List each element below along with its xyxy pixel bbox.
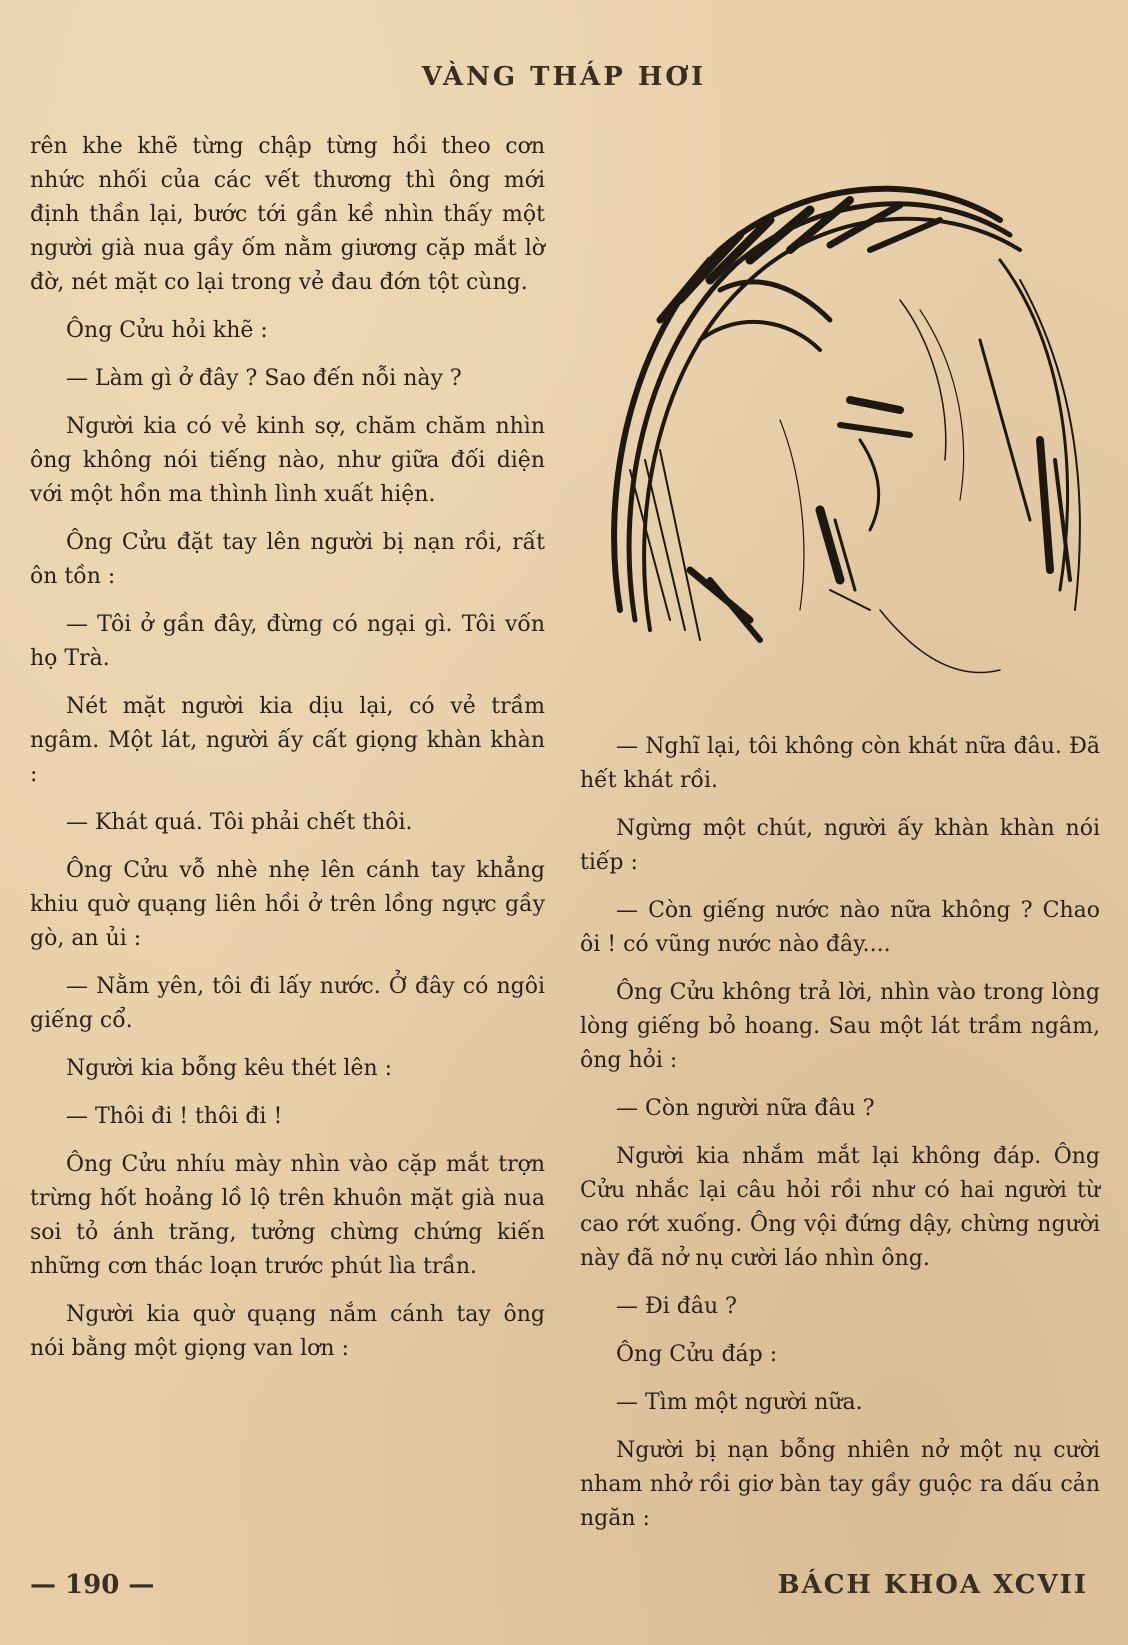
paragraph: — Nằm yên, tôi đi lấy nước. Ở đây có ngôi giếng cổ. [30, 974, 545, 1033]
paragraph: Ông Cửu đặt tay lên người bị nạn rồi, rất ôn tồn : [30, 530, 545, 589]
paragraph: — Tìm một người nữa. [616, 1390, 863, 1415]
illustration-face-sketch [600, 140, 1100, 710]
paragraph: — Tôi ở gần đây, đừng có ngại gì. Tôi vốn họ Trà. [30, 612, 545, 671]
page-number: — 190 — [30, 1570, 155, 1600]
paragraph: Người bị nạn bỗng nhiên nở một nụ cười nham nhở rồi giơ bàn tay gầy guộc ra dấu cản ngăn : [580, 1438, 1100, 1531]
paragraph: Người kia nhắm mắt lại không đáp. Ông Cửu nhắc lại câu hỏi rồi như có hai người từ cao rớt xuống. Ông vội đứng dậy, chừng người này đã nở nụ cười láo nhìn ông. [580, 1144, 1100, 1271]
paragraph: rên khe khẽ từng chập từng hồi theo cơn nhức nhối của các vết thương thì ông mới định thần lại, bước tới gần kề nhìn thấy một người già nua gầy ốm nằm giương cặp mắt lờ đờ, nét mặt co lại trong vẻ đau đớn tột cùng. [30, 134, 545, 295]
paragraph: Nét mặt người kia dịu lại, có vẻ trầm ngâm. Một lát, người ấy cất giọng khàn khàn : [30, 694, 545, 787]
paragraph: — Thôi đi ! thôi đi ! [66, 1104, 283, 1129]
paragraph: — Đi đâu ? [616, 1294, 737, 1319]
paragraph: Người kia bỗng kêu thét lên : [66, 1056, 393, 1081]
paragraph: Ông Cửu vỗ nhè nhẹ lên cánh tay khẳng khiu quờ quạng liên hồi ở trên lồng ngực gầy gò, an ủi : [30, 858, 545, 951]
paragraph: — Nghĩ lại, tôi không còn khát nữa đâu. Đã hết khát rồi. [580, 734, 1100, 793]
left-column [30, 130, 545, 1380]
paragraph: — Làm gì ở đây ? Sao đến nỗi này ? [66, 366, 462, 391]
magazine-name: BÁCH KHOA XCVII [777, 1570, 1088, 1600]
paragraph: — Còn giếng nước nào nữa không ? Chao ôi ! có vũng nước nào đây.... [580, 898, 1100, 957]
paragraph: — Còn người nữa đâu ? [616, 1096, 875, 1121]
paragraph: — Khát quá. Tôi phải chết thôi. [66, 810, 413, 835]
paragraph: Ông Cửu hỏi khẽ : [66, 318, 268, 343]
paragraph: Ông Cửu đáp : [616, 1342, 778, 1367]
paragraph: Ngừng một chút, người ấy khàn khàn nói tiếp : [580, 816, 1100, 875]
right-column [580, 730, 1100, 1550]
paragraph: Người kia có vẻ kinh sợ, chăm chăm nhìn ông không nói tiếng nào, như giữa đối diện với một hồn ma thình lình xuất hiện. [30, 414, 545, 507]
running-title: VÀNG THÁP HƠI [421, 62, 707, 92]
paragraph: Người kia quờ quạng nắm cánh tay ông nói bằng một giọng van lơn : [30, 1302, 545, 1361]
paragraph: Ông Cửu nhíu mày nhìn vào cặp mắt trợn trừng hốt hoảng lồ lộ trên khuôn mặt già nua soi tỏ ánh trăng, tưởng chừng chứng kiến những cơn thác loạn trước phút lìa trần. [30, 1152, 545, 1279]
paragraph: Ông Cửu không trả lời, nhìn vào trong lòng lòng giếng bỏ hoang. Sau một lát trầm ngâm, ông hỏi : [580, 980, 1100, 1073]
